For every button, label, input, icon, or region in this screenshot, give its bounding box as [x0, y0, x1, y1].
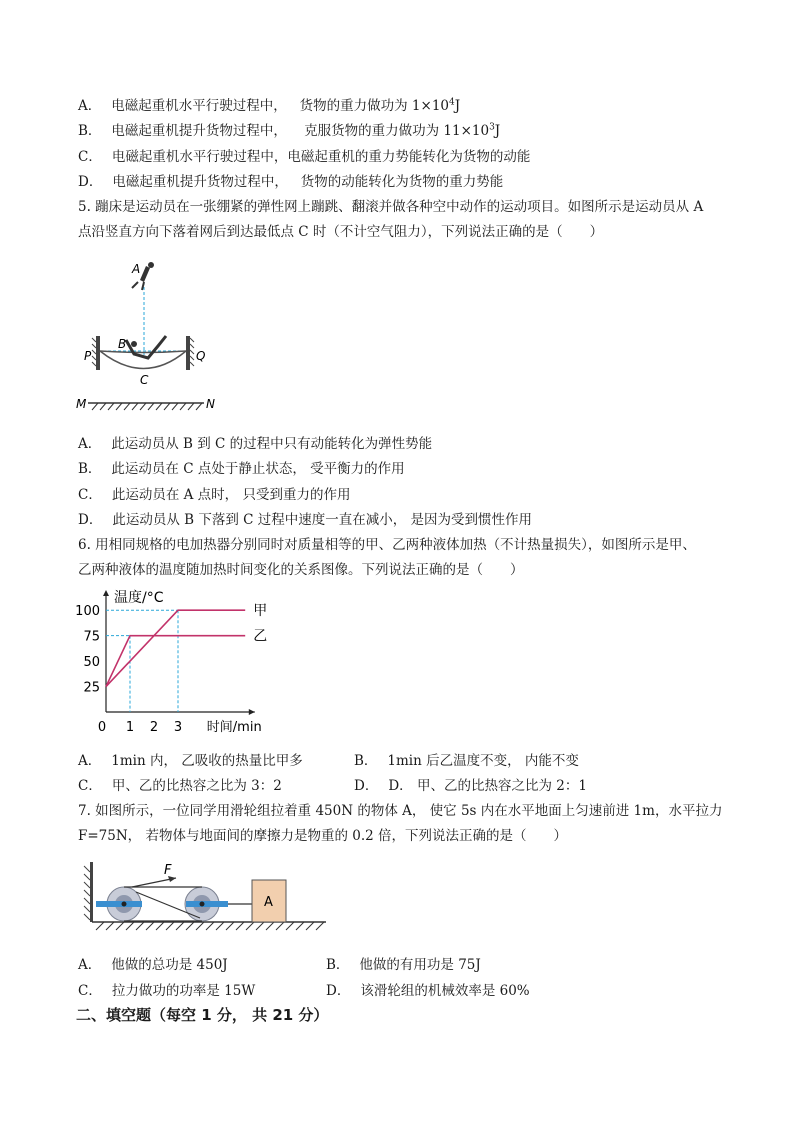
label-q: Q [196, 349, 206, 363]
q5-stem-line2: 点沿竖直方向下落着网后到达最低点 C 时（不计空气阻力），下列说法正确的是（ ） [78, 224, 604, 240]
q4-option-c: C． 电磁起重机水平行驶过程中，电磁起重机的重力势能转化为货物的动能 [78, 149, 531, 165]
series-label-2: 乙 [253, 628, 268, 645]
label-b: B [118, 337, 127, 351]
section-heading-fill-in: 二、填空题（每空 1 分， 共 21 分） [76, 1006, 329, 1024]
q7-option-a: A． 他做的总功是 450J [78, 957, 228, 973]
x-tick-label: 1 [125, 720, 135, 735]
y-tick-label: 50 [83, 655, 100, 671]
series-line-1 [106, 610, 245, 686]
q6-stem-line2: 乙两种液体的温度随加热时间变化的关系图像。下列说法正确的是（ ） [78, 562, 524, 578]
athlete-c-icon [126, 336, 166, 358]
q7-stem-line1: 7. 如图所示，一位同学用滑轮组拉着重 450N 的物体 A， 使它 5s 内在水平地面上匀速前进 1m，水平拉力 [78, 803, 723, 819]
q7-option-b: B． 他做的有用功是 75J [326, 957, 481, 973]
q4-option-a: A． 电磁起重机水平行驶过程中， 货物的重力做功为 $1\times 10^4J$ [78, 97, 461, 114]
fixed-pulley-icon [96, 887, 142, 921]
q5-option-c: C． 此运动员在 A 点时， 只受到重力的作用 [78, 487, 351, 503]
series-line-2 [106, 636, 245, 687]
q7-option-d: D． 该滑轮组的机械效率是 60% [326, 983, 530, 999]
q5-trampoline-figure [74, 258, 224, 414]
y-axis-label: 温度/°C [114, 590, 164, 606]
label-c: C [140, 373, 149, 387]
y-tick-label: 75 [83, 629, 100, 645]
q5-stem-line1: 5. 蹦床是运动员在一张绷紧的弹性网上蹦跳、翻滚并做各种空中动作的运动项目。如图所示是运动员从 A [78, 199, 704, 215]
label-block-a: A [264, 895, 273, 910]
q6-stem-line1: 6. 用相同规格的电加热器分别同时对质量相等的甲、乙两种液体加热（不计热量损失），如图所示是甲、 [78, 537, 696, 553]
q6-option-d: D． D． 甲、乙的比热容之比为 2：1 [354, 778, 587, 794]
q4-option-d: D． 电磁起重机提升货物过程中， 货物的动能转化为货物的重力势能 [78, 174, 504, 190]
moving-pulley-icon [185, 887, 228, 921]
q4-option-b: B． 电磁起重机提升货物过程中， 克服货物的重力做功为 $11\times 10^3J$ [78, 122, 501, 139]
y-tick-label: 100 [75, 604, 100, 620]
q6-option-a: A． 1min 内， 乙吸收的热量比甲多 [78, 753, 303, 769]
q6-temperature-chart [74, 588, 304, 740]
x-axis-label: 时间/min [206, 720, 262, 735]
x-axis-arrow [249, 709, 255, 715]
q6-option-c: C． 甲、乙的比热容之比为 3：2 [78, 778, 282, 794]
label-n: N [206, 397, 215, 411]
y-tick-label: 25 [83, 680, 100, 696]
label-f: F [164, 863, 172, 878]
label-m: M [76, 397, 87, 411]
q7-pulley-figure [82, 858, 332, 934]
q7-option-c: C． 拉力做功的功率是 15W [78, 983, 256, 999]
q5-option-b: B． 此运动员在 C 点处于静止状态， 受平衡力的作用 [78, 461, 405, 477]
q5-option-d: D． 此运动员从 B 下落到 C 过程中速度一直在减小， 是因为受到惯性作用 [78, 512, 533, 528]
y-axis-arrow [103, 590, 109, 596]
label-a: A [132, 262, 141, 276]
q6-option-b: B． 1min 后乙温度不变， 内能不变 [354, 753, 579, 769]
q5-option-a: A． 此运动员从 B 到 C 的过程中只有动能转化为弹性势能 [78, 436, 433, 452]
q7-stem-line2: F=75N， 若物体与地面间的摩擦力是物重的 0.2 倍，下列说法正确的是（ ） [78, 828, 568, 844]
x-tick-label: 3 [173, 720, 183, 735]
x-tick-label: 0 [97, 720, 107, 735]
label-p: P [84, 349, 92, 363]
x-tick-label: 2 [149, 720, 159, 735]
series-label-1: 甲 [253, 603, 268, 620]
